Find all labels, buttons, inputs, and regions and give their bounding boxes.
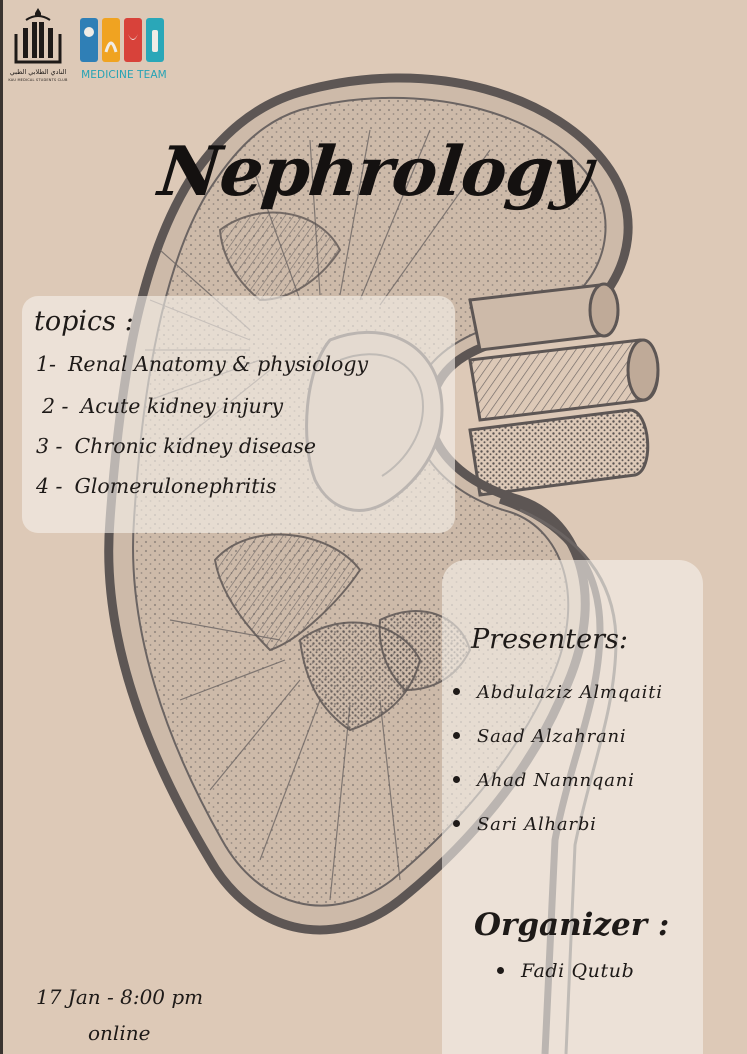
- presenter-item: [453, 726, 627, 747]
- event-mode: online: [88, 1021, 151, 1045]
- topic-item: [42, 394, 283, 418]
- organizer-heading: Organizer :: [474, 907, 670, 943]
- bullet-icon: [453, 732, 460, 739]
- topic-label: Glomerulonephritis: [74, 474, 277, 498]
- presenters-heading: Presenters:: [471, 624, 628, 655]
- medicine-team-logo: [76, 12, 172, 84]
- medicine-team-label: MEDICINE TEAM: [81, 69, 167, 81]
- topic-label: Acute kidney injury: [80, 394, 284, 418]
- organizer-name: Fadi Qutub: [521, 960, 635, 982]
- bullet-icon: [453, 776, 460, 783]
- topic-label: Renal Anatomy & physiology: [67, 352, 369, 376]
- topic-label: Chronic kidney disease: [74, 434, 317, 458]
- topics-heading: topics :: [34, 306, 134, 337]
- club-emblem-icon: [6, 4, 70, 66]
- topic-number: 1-: [36, 352, 56, 376]
- poster-title: Nephrology: [154, 132, 596, 212]
- topic-item: [36, 352, 368, 376]
- topic-item: [36, 434, 316, 458]
- topic-number: 4 -: [36, 474, 63, 498]
- medicine-team-icon: [76, 12, 172, 68]
- presenter-name: Sari Alharbi: [477, 814, 597, 835]
- bullet-icon: [453, 820, 460, 827]
- club-latin-name: KAU MEDICAL STUDENTS CLUB: [8, 78, 68, 82]
- presenter-name: Ahad Namnqani: [477, 770, 635, 791]
- presenter-name: Saad Alzahrani: [477, 726, 627, 747]
- renal-vessels: [470, 284, 658, 495]
- organizer-item: [497, 960, 634, 982]
- event-date-time: 17 Jan - 8:00 pm: [36, 985, 204, 1009]
- presenter-item: [453, 814, 597, 835]
- topic-number: 3 -: [36, 434, 63, 458]
- presenter-name: Abdulaziz Almqaiti: [477, 682, 663, 703]
- club-logo: [6, 4, 70, 84]
- club-arabic-name: النادي الطلابي الطبي: [9, 68, 67, 76]
- presenter-item: [453, 770, 635, 791]
- bullet-icon: [497, 967, 504, 974]
- topic-item: [36, 474, 277, 498]
- bullet-icon: [453, 688, 460, 695]
- presenter-item: [453, 682, 663, 703]
- topic-number: 2 -: [42, 394, 69, 418]
